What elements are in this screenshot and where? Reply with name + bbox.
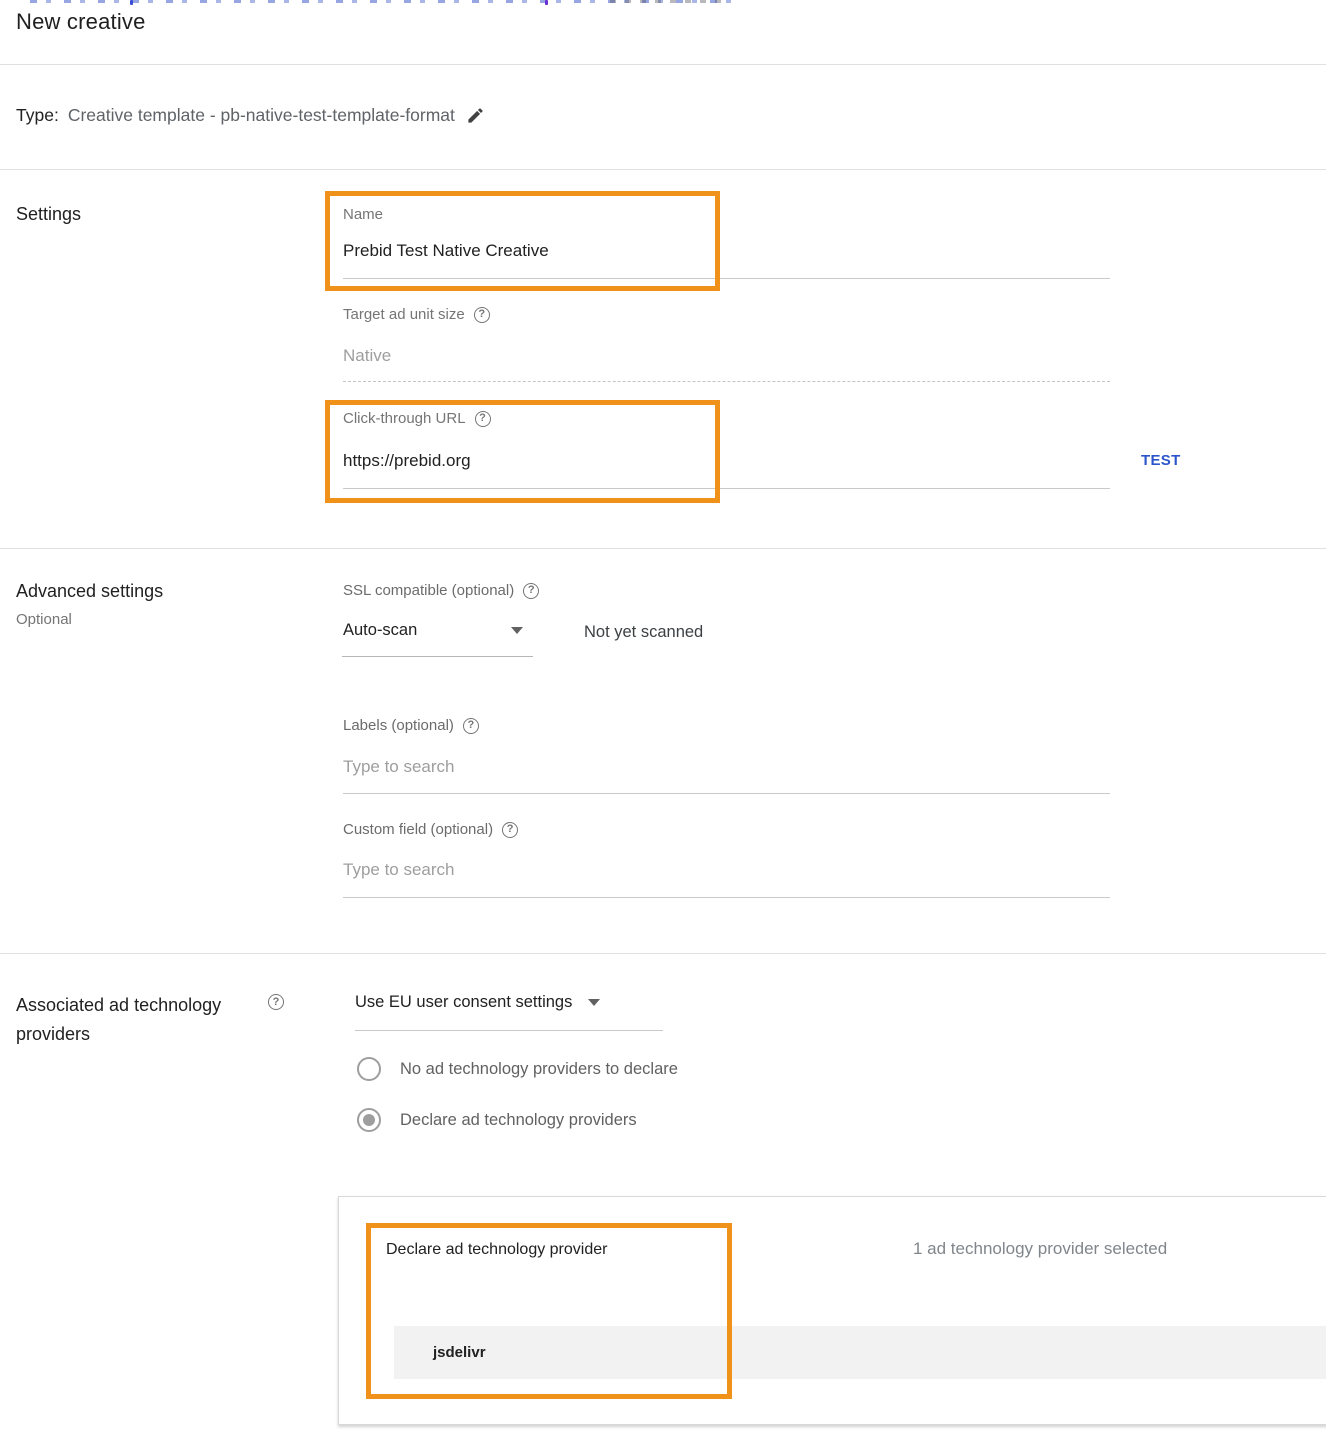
page-title: New creative xyxy=(16,9,146,34)
test-url-button[interactable]: TEST xyxy=(1141,452,1181,469)
help-icon[interactable]: ? xyxy=(523,583,539,599)
provider-list-item[interactable] xyxy=(394,1326,1326,1379)
provider-selected-summary: 1 ad technology provider selected xyxy=(913,1239,1168,1258)
radio-unselected-icon[interactable] xyxy=(357,1057,381,1081)
name-field-label: Name xyxy=(343,206,384,223)
radio-no-providers-label[interactable]: No ad technology providers to declare xyxy=(400,1059,678,1078)
help-icon[interactable]: ? xyxy=(474,307,490,323)
custom-field-label-row xyxy=(343,821,518,838)
radio-selected-icon[interactable] xyxy=(357,1108,381,1132)
target-size-label: Target ad unit size xyxy=(343,306,465,323)
divider xyxy=(0,64,1326,65)
ssl-scan-status: Not yet scanned xyxy=(584,623,704,641)
target-size-underline xyxy=(343,381,1110,382)
chevron-down-icon xyxy=(511,627,523,634)
breadcrumb-clipped[interactable] xyxy=(30,0,740,5)
custom-field-label: Custom field (optional) xyxy=(343,821,494,838)
target-size-value: Native xyxy=(343,346,392,365)
help-icon[interactable]: ? xyxy=(475,411,491,427)
name-underline xyxy=(343,278,1110,279)
type-label: Type: xyxy=(16,105,59,125)
custom-field-underline xyxy=(343,897,1110,898)
labels-label: Labels (optional) xyxy=(343,717,454,734)
custom-field-search-input[interactable]: Type to search xyxy=(343,860,455,879)
labels-underline xyxy=(343,793,1110,794)
divider xyxy=(0,169,1326,170)
settings-heading: Settings xyxy=(16,204,82,224)
click-url-input[interactable]: https://prebid.org xyxy=(343,451,471,470)
help-icon[interactable]: ? xyxy=(268,994,284,1010)
divider xyxy=(0,953,1326,954)
chevron-down-icon xyxy=(588,999,600,1006)
declare-provider-label: Declare ad technology provider xyxy=(386,1241,608,1258)
advanced-settings-subheading: Optional xyxy=(16,611,72,628)
divider xyxy=(0,548,1326,549)
edit-type-button[interactable] xyxy=(464,104,487,127)
ssl-select[interactable] xyxy=(343,621,523,640)
help-icon[interactable]: ? xyxy=(502,822,518,838)
ssl-select-underline xyxy=(342,656,533,657)
pencil-icon xyxy=(466,106,485,125)
target-size-label-row xyxy=(343,306,490,323)
ssl-label: SSL compatible (optional) xyxy=(343,582,515,599)
radio-declare-providers-label[interactable]: Declare ad technology providers xyxy=(400,1110,637,1129)
consent-select-underline xyxy=(355,1030,663,1031)
radio-declare-providers[interactable] xyxy=(357,1108,637,1132)
provider-name: jsdelivr xyxy=(433,1344,486,1361)
providers-heading: Associated ad technology providers xyxy=(16,995,222,1044)
click-url-underline xyxy=(343,488,1110,489)
labels-label-row xyxy=(343,717,479,734)
advanced-settings-heading: Advanced settings xyxy=(16,581,164,601)
ssl-select-value: Auto-scan xyxy=(343,621,418,639)
consent-select-value: Use EU user consent settings xyxy=(355,993,573,1011)
consent-settings-select[interactable] xyxy=(355,993,600,1012)
name-input[interactable]: Prebid Test Native Creative xyxy=(343,241,549,260)
ssl-label-row xyxy=(343,582,539,599)
click-url-label: Click-through URL xyxy=(343,410,466,427)
breadcrumb-descender xyxy=(130,0,133,5)
radio-no-providers[interactable] xyxy=(357,1057,678,1081)
help-icon[interactable]: ? xyxy=(463,718,479,734)
click-url-label-row xyxy=(343,410,491,427)
labels-search-input[interactable]: Type to search xyxy=(343,757,455,776)
type-value: Creative template - pb-native-test-template-format xyxy=(67,105,455,125)
providers-card xyxy=(338,1196,1326,1425)
radio-dot xyxy=(363,1114,375,1126)
creative-type-row xyxy=(16,104,487,127)
breadcrumb-text-fragments xyxy=(610,0,730,3)
breadcrumb-descender xyxy=(545,0,548,5)
